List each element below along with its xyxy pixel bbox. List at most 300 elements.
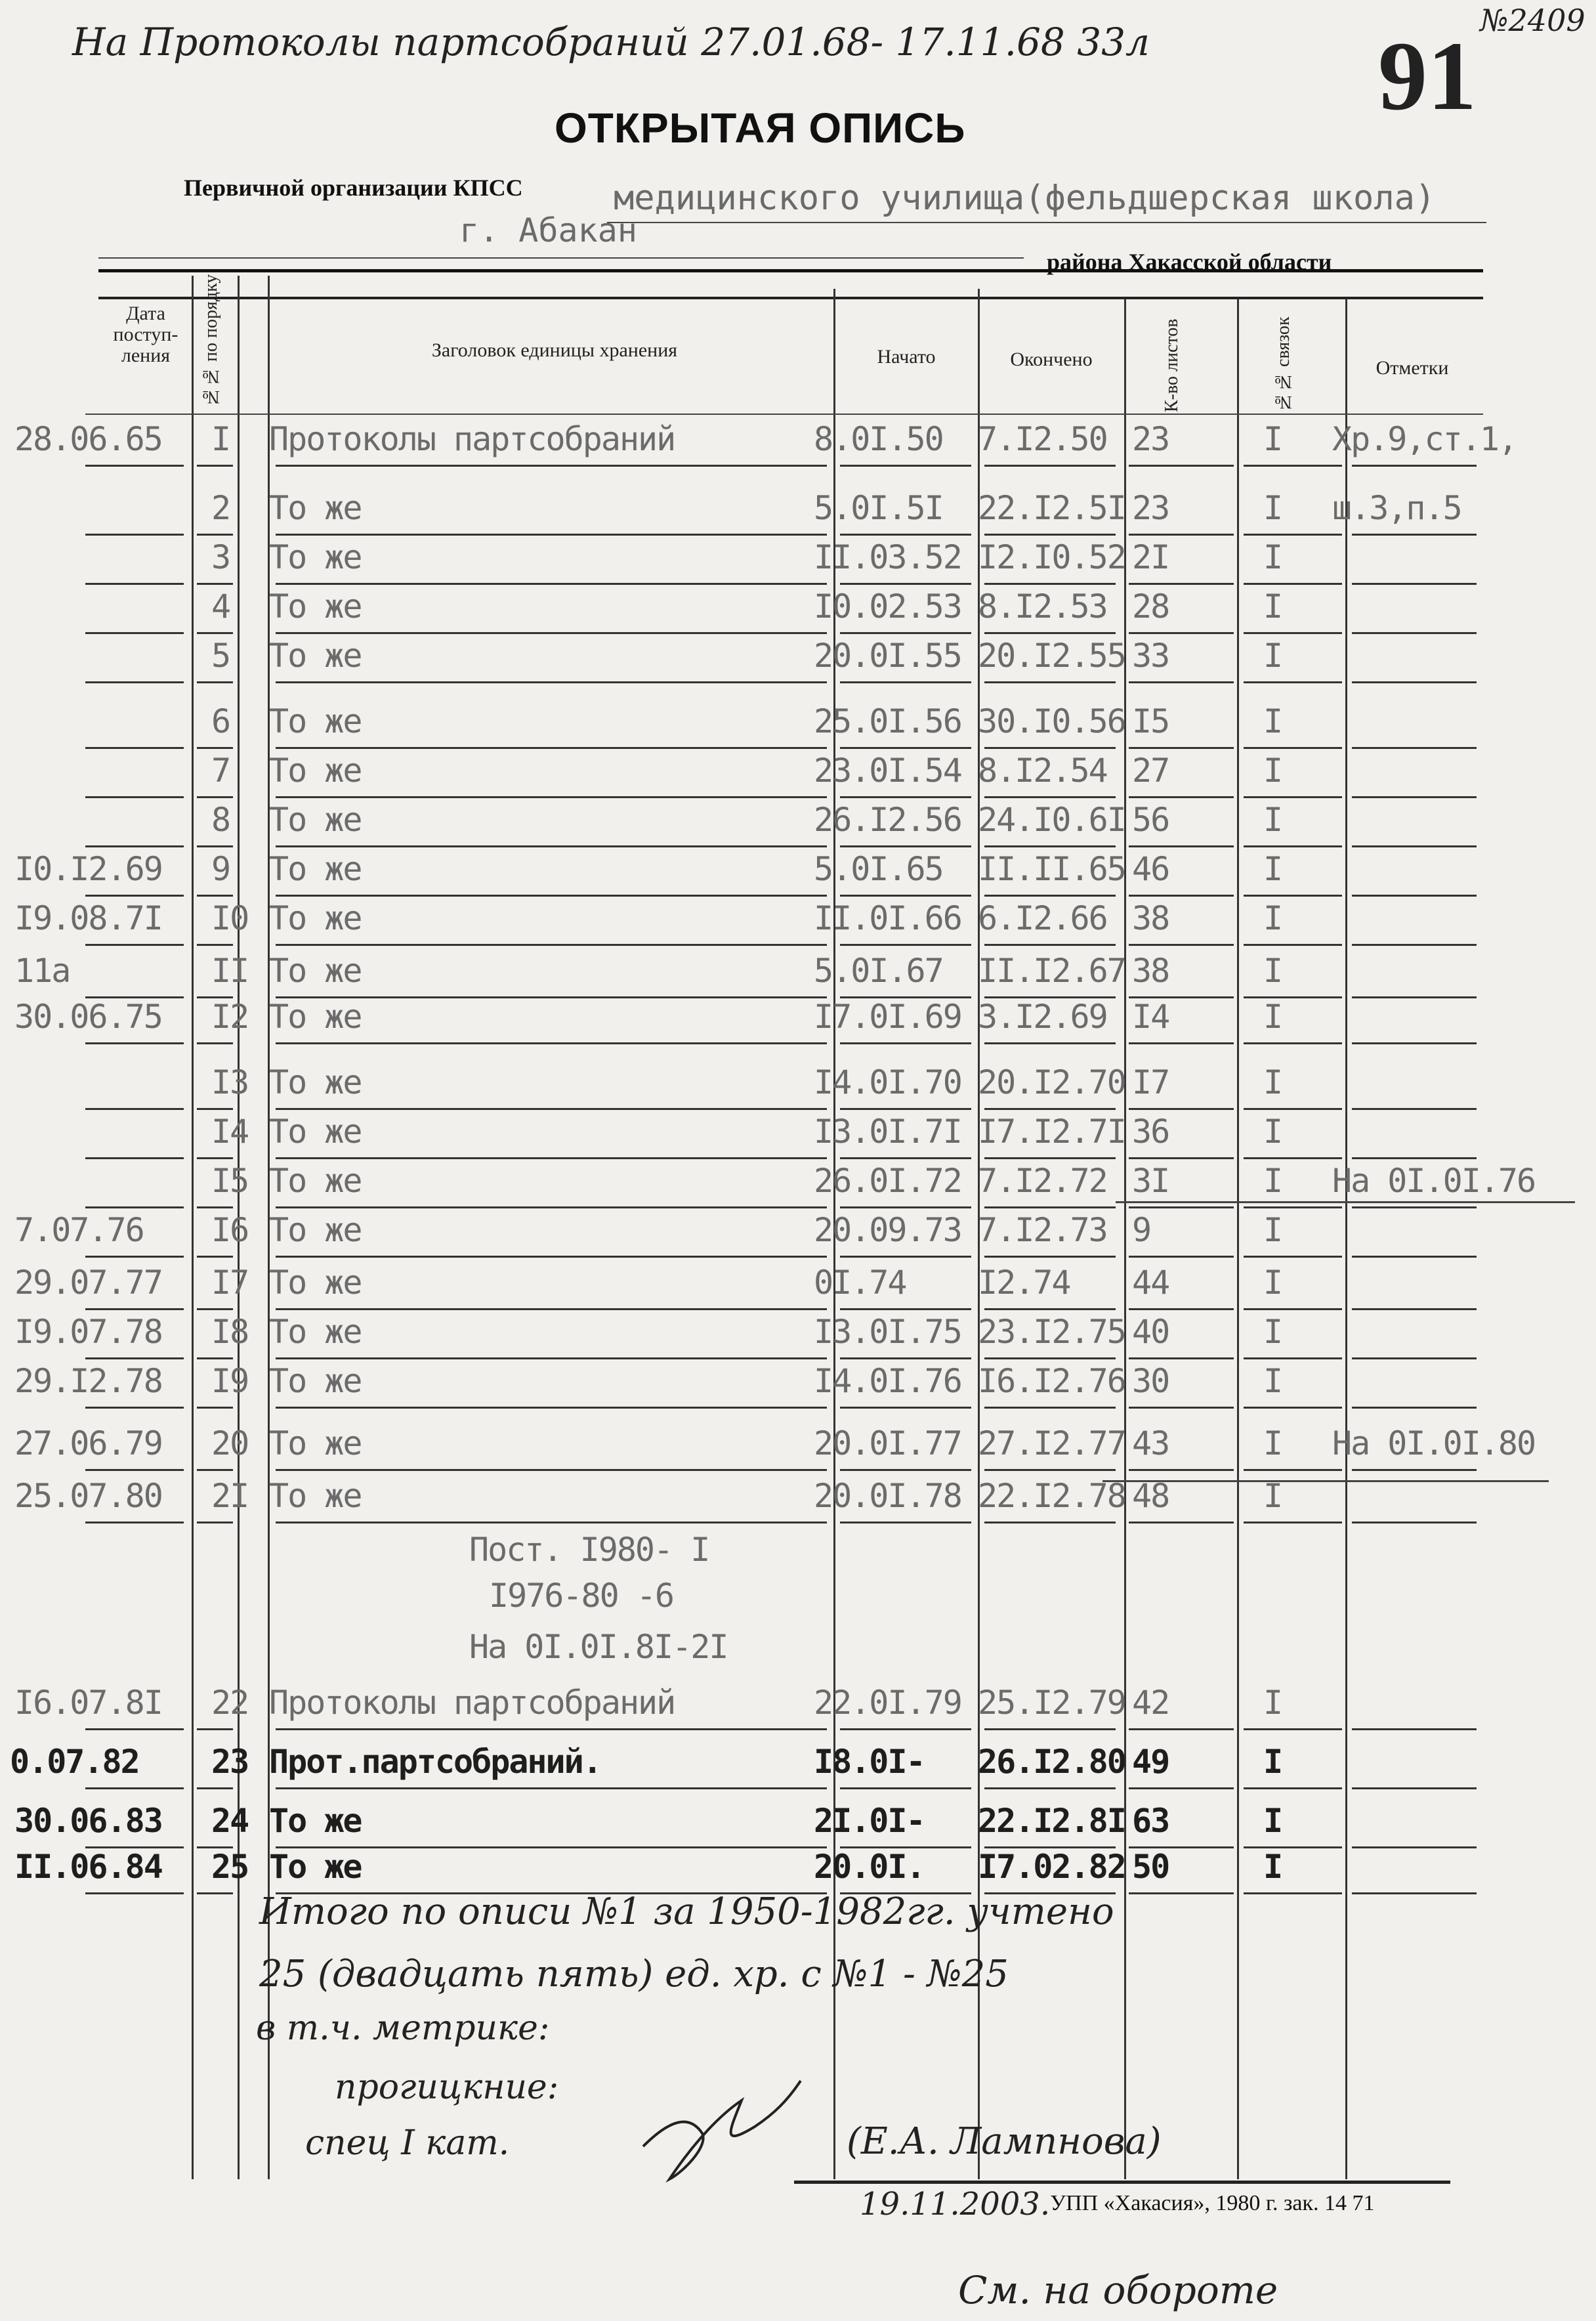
row-underline	[197, 1522, 233, 1523]
region-label: района Хакасской области	[1047, 249, 1332, 275]
row-underline	[1244, 895, 1342, 897]
row-underline	[1129, 1728, 1234, 1730]
row-number: I4	[211, 1113, 249, 1151]
row-bundle: I	[1263, 1848, 1282, 1886]
row-underline	[85, 465, 184, 467]
row-end-date: 7.I2.73	[978, 1211, 1107, 1249]
row-underline	[984, 747, 1116, 749]
row-end-date: 26.I2.80	[978, 1743, 1125, 1781]
row-sheet-count: 44	[1132, 1264, 1169, 1302]
row-date: II.06.84	[14, 1848, 162, 1886]
row-underline	[984, 1157, 1116, 1159]
handwritten-total-3: в т.ч. метрике:	[256, 2009, 550, 2048]
row-underline	[1244, 1728, 1342, 1730]
row-underline	[276, 1728, 827, 1730]
row-end-date: 20.I2.55	[978, 637, 1125, 675]
row-underline	[197, 1108, 233, 1110]
header-bottom-rule	[85, 414, 1483, 415]
row-sheet-count: 48	[1132, 1477, 1169, 1515]
row-underline	[1129, 1357, 1234, 1359]
summary-line: На 0I.0I.8I-2I	[469, 1628, 728, 1666]
row-start-date: 23.0I.54	[814, 752, 961, 790]
row-underline	[85, 845, 184, 847]
table-top-rule-2	[98, 297, 1483, 299]
row-bundle: I	[1263, 489, 1282, 527]
signature-icon	[630, 2074, 827, 2186]
row-heading: Прот.партсобраний.	[269, 1743, 601, 1781]
row-sheet-count: 56	[1132, 801, 1169, 839]
row-underline	[840, 1308, 971, 1310]
row-underline	[1129, 1256, 1234, 1258]
row-start-date: 20.09.73	[814, 1211, 961, 1249]
row-end-date: 27.I2.77	[978, 1424, 1125, 1462]
bottom-rule	[794, 2181, 1450, 2184]
row-start-date: I3.0I.75	[814, 1313, 961, 1351]
row-end-date: 8.I2.54	[978, 752, 1107, 790]
row-underline	[85, 1256, 184, 1258]
row-bundle: I	[1263, 850, 1282, 888]
row-underline	[85, 681, 184, 683]
row-date: I0.I2.69	[14, 850, 162, 888]
row-underline	[1352, 1308, 1477, 1310]
row-underline	[1129, 1407, 1234, 1409]
row-heading: То же	[269, 1211, 362, 1249]
row-bundle: I	[1263, 1802, 1282, 1840]
row-end-date: I7.02.82	[978, 1848, 1125, 1886]
row-date: I6.07.8I	[14, 1684, 162, 1722]
row-number: I	[211, 420, 230, 458]
row-underline	[1129, 1042, 1234, 1044]
row-underline	[197, 1256, 233, 1258]
row-underline	[840, 845, 971, 847]
row-underline	[1352, 465, 1477, 467]
row-underline	[1244, 996, 1342, 998]
row-underline	[1352, 747, 1477, 749]
row-start-date: 20.0I.	[814, 1848, 925, 1886]
row-underline	[197, 1157, 233, 1159]
row-underline	[276, 944, 827, 946]
row-heading: То же	[269, 1063, 362, 1101]
row-number: I0	[211, 899, 249, 937]
row-bundle: I	[1263, 702, 1282, 740]
row-date: 7.07.76	[14, 1211, 144, 1249]
row-underline	[840, 465, 971, 467]
row-heading: То же	[269, 1362, 362, 1400]
row-underline	[1244, 1357, 1342, 1359]
row-start-date: I4.0I.76	[814, 1362, 961, 1400]
row-bundle: I	[1263, 1063, 1282, 1101]
row-heading: То же	[269, 899, 362, 937]
row-heading: То же	[269, 489, 362, 527]
row-bundle: I	[1263, 587, 1282, 626]
row-underline	[276, 895, 827, 897]
row-start-date: II.03.52	[814, 538, 961, 576]
city-underline	[98, 257, 1024, 259]
row-underline	[197, 895, 233, 897]
row-end-date: 7.I2.50	[978, 420, 1107, 458]
row-underline	[276, 1108, 827, 1110]
row-underline	[85, 1728, 184, 1730]
row-underline	[1129, 1522, 1234, 1523]
row-heading: То же	[269, 752, 362, 790]
row-underline	[984, 1407, 1116, 1409]
row-underline	[1244, 944, 1342, 946]
row-underline	[840, 796, 971, 798]
row-underline	[276, 1407, 827, 1409]
row-underline	[984, 1308, 1116, 1310]
row-sheet-count: I4	[1132, 998, 1169, 1036]
row-underline	[840, 747, 971, 749]
row-sheet-count: 63	[1132, 1802, 1169, 1840]
row-start-date: 0I.74	[814, 1264, 906, 1302]
row-underline	[1129, 632, 1234, 634]
row-underline	[840, 1407, 971, 1409]
row-date: 27.06.79	[14, 1424, 162, 1462]
header-bundle: №№ связок	[1273, 316, 1293, 412]
row-heading: То же	[269, 1802, 362, 1840]
row-underline	[276, 632, 827, 634]
row-underline	[276, 465, 827, 467]
row-underline	[1129, 796, 1234, 798]
row-underline	[85, 1108, 184, 1110]
row-heading: То же	[269, 1162, 362, 1200]
row-sheet-count: 2I	[1132, 538, 1169, 576]
row-underline	[1129, 944, 1234, 946]
row-underline	[276, 1042, 827, 1044]
row-underline	[276, 747, 827, 749]
row-end-date: 8.I2.53	[978, 587, 1107, 626]
row-bundle: I	[1263, 1362, 1282, 1400]
row-start-date: 20.0I.78	[814, 1477, 961, 1515]
row-sheet-count: 28	[1132, 587, 1169, 626]
row-underline	[197, 1787, 233, 1789]
row-bundle: I	[1263, 538, 1282, 576]
row-underline	[1244, 632, 1342, 634]
row-underline	[276, 1522, 827, 1523]
row-number: II	[211, 952, 249, 990]
row-date: 30.06.75	[14, 998, 162, 1036]
row-sheet-count: 38	[1132, 952, 1169, 990]
row-underline	[1352, 944, 1477, 946]
row-bundle: I	[1263, 752, 1282, 790]
row-end-date: II.II.65	[978, 850, 1125, 888]
row-underline	[1244, 1407, 1342, 1409]
header-start: Начато	[877, 346, 936, 368]
summary-line: Пост. I980- I	[469, 1531, 709, 1569]
row-number: 5	[211, 637, 230, 675]
row-underline	[840, 1357, 971, 1359]
row-underline	[840, 895, 971, 897]
row-end-date: 30.I0.56	[978, 702, 1125, 740]
row-heading: То же	[269, 1477, 362, 1515]
col-line-1	[192, 276, 194, 2179]
row-heading: То же	[269, 538, 362, 576]
row-underline	[840, 1469, 971, 1471]
row-underline	[1352, 1256, 1477, 1258]
row-underline	[85, 1787, 184, 1789]
row-bundle: I	[1263, 801, 1282, 839]
row-note: ш.3,п.5	[1332, 489, 1461, 527]
row-underline	[1244, 1042, 1342, 1044]
row-underline	[984, 1728, 1116, 1730]
row-underline	[197, 747, 233, 749]
row-underline	[984, 534, 1116, 536]
row-underline	[1352, 796, 1477, 798]
row-underline	[197, 681, 233, 683]
row-number: 2I	[211, 1477, 249, 1515]
row-underline	[276, 1308, 827, 1310]
page-number-stamp: 91	[1378, 22, 1477, 131]
table-top-rule	[98, 269, 1483, 272]
row-end-date: 25.I2.79	[978, 1684, 1125, 1722]
row-underline	[1352, 1469, 1477, 1471]
row-date: 0.07.82	[10, 1743, 139, 1781]
row-bundle: I	[1263, 1313, 1282, 1351]
row-end-date: I6.I2.76	[978, 1362, 1125, 1400]
row-underline	[984, 1469, 1116, 1471]
top-handwritten-note: На Протоколы партсобраний 27.01.68- 17.11.68 33л	[72, 20, 1150, 64]
row-underline	[840, 632, 971, 634]
row-date: I9.07.78	[14, 1313, 162, 1351]
row-end-date: I2.I0.52	[978, 538, 1125, 576]
row-number: I6	[211, 1211, 249, 1249]
row-underline	[1129, 845, 1234, 847]
row-underline	[85, 632, 184, 634]
row-underline	[840, 944, 971, 946]
row-underline	[1244, 1892, 1342, 1894]
row-underline	[1244, 1787, 1342, 1789]
row-heading: То же	[269, 587, 362, 626]
row-underline	[1244, 1206, 1342, 1208]
row-underline	[1129, 1469, 1234, 1471]
row-underline	[1352, 1892, 1477, 1894]
signer-name: (Е.А. Лампнова)	[847, 2120, 1162, 2163]
row-date: 29.I2.78	[14, 1362, 162, 1400]
row-date: I9.08.7I	[14, 899, 162, 937]
row-underline	[840, 1522, 971, 1523]
row-bundle: I	[1263, 1264, 1282, 1302]
row-underline	[1352, 1787, 1477, 1789]
overleaf-note: См. на обороте	[958, 2268, 1278, 2312]
row-heading: То же	[269, 1313, 362, 1351]
row-underline	[1352, 1157, 1477, 1159]
col-line-7	[1237, 299, 1239, 2179]
row-end-date: I7.I2.7I	[978, 1113, 1125, 1151]
row-bundle: I	[1263, 899, 1282, 937]
row-heading: Протоколы партсобраний	[269, 420, 675, 458]
row-bundle: I	[1263, 1113, 1282, 1151]
row-underline	[1244, 681, 1342, 683]
row-date: 29.07.77	[14, 1264, 162, 1302]
handwritten-total-1: Итого по описи №1 за 1950-1982гг. учтено	[259, 1890, 1114, 1933]
row-underline	[85, 796, 184, 798]
header-num: №№ по порядку	[201, 274, 221, 407]
row-end-date: 6.I2.66	[978, 899, 1107, 937]
row-number: 3	[211, 538, 230, 576]
row-underline	[276, 1157, 827, 1159]
row-note: На 0I.0I.76	[1332, 1162, 1536, 1200]
header-heading: Заголовок единицы хранения	[431, 339, 678, 361]
row-start-date: 20.0I.55	[814, 637, 961, 675]
row-number: 22	[211, 1684, 249, 1722]
row-heading: То же	[269, 1113, 362, 1151]
row-underline	[1244, 1469, 1342, 1471]
row-underline	[276, 1357, 827, 1359]
row-bundle: I	[1263, 998, 1282, 1036]
row-heading: Протоколы партсобраний	[269, 1684, 675, 1722]
row-underline	[984, 1787, 1116, 1789]
row-heading: То же	[269, 952, 362, 990]
row-underline	[1129, 583, 1234, 585]
row-end-date: I2.74	[978, 1264, 1070, 1302]
row-underline	[1129, 1787, 1234, 1789]
row-underline	[1244, 747, 1342, 749]
row-number: 23	[211, 1743, 249, 1781]
row-underline	[1129, 681, 1234, 683]
row-start-date: I8.0I-	[814, 1743, 925, 1781]
row-sheet-count: I5	[1132, 702, 1169, 740]
row-underline	[1352, 996, 1477, 998]
row-underline	[984, 465, 1116, 467]
row-underline	[1129, 1308, 1234, 1310]
row-end-date: 22.I2.5I	[978, 489, 1125, 527]
row-underline	[197, 1728, 233, 1730]
row-underline	[840, 681, 971, 683]
row-note: На 0I.0I.80	[1332, 1424, 1536, 1462]
row-underline	[1129, 1206, 1234, 1208]
row-heading: То же	[269, 702, 362, 740]
row-bundle: I	[1263, 420, 1282, 458]
row-underline	[197, 845, 233, 847]
row-underline	[840, 1787, 971, 1789]
row-underline	[1129, 465, 1234, 467]
row-underline	[276, 796, 827, 798]
row-start-date: I0.02.53	[814, 587, 961, 626]
header-end: Окончено	[1010, 349, 1093, 370]
row-underline	[1244, 1157, 1342, 1159]
row-underline	[276, 1469, 827, 1471]
row-bundle: I	[1263, 637, 1282, 675]
row-bundle: I	[1263, 1477, 1282, 1515]
row-start-date: 5.0I.65	[814, 850, 943, 888]
row-underline	[276, 583, 827, 585]
row-sheet-count: 27	[1132, 752, 1169, 790]
row-underline	[984, 1522, 1116, 1523]
row-underline	[197, 796, 233, 798]
row-end-date: 22.I2.8I	[978, 1802, 1125, 1840]
row-underline	[1352, 1846, 1477, 1848]
row-underline	[276, 845, 827, 847]
printer-imprint: УПП «Хакасия», 1980 г. зак. 14 71	[1050, 2191, 1375, 2215]
row-underline	[1352, 1407, 1477, 1409]
row-sheet-count: I7	[1132, 1063, 1169, 1101]
row-number: I9	[211, 1362, 249, 1400]
row-heading: То же	[269, 1424, 362, 1462]
row-heading: То же	[269, 1264, 362, 1302]
year-cut-line	[1116, 1201, 1575, 1203]
corner-number: №2409	[1480, 3, 1586, 38]
row-sheet-count: 30	[1132, 1362, 1169, 1400]
row-underline	[85, 1157, 184, 1159]
row-underline	[1244, 1108, 1342, 1110]
row-end-date: 7.I2.72	[978, 1162, 1107, 1200]
row-underline	[840, 1206, 971, 1208]
row-end-date: 3.I2.69	[978, 998, 1107, 1036]
row-number: 20	[211, 1424, 249, 1462]
row-heading: То же	[269, 998, 362, 1036]
row-underline	[276, 1787, 827, 1789]
row-date: 28.06.65	[14, 420, 162, 458]
row-underline	[984, 845, 1116, 847]
row-underline	[197, 1407, 233, 1409]
row-sheet-count: 38	[1132, 899, 1169, 937]
row-number: I3	[211, 1063, 249, 1101]
row-start-date: 20.0I.77	[814, 1424, 961, 1462]
row-number: I5	[211, 1162, 249, 1200]
row-end-date: 20.I2.70	[978, 1063, 1125, 1101]
row-end-date: 22.I2.78	[978, 1477, 1125, 1515]
row-underline	[197, 632, 233, 634]
col-line-8	[1345, 299, 1347, 2179]
city-name: г. Абакан	[459, 211, 637, 249]
row-underline	[1352, 845, 1477, 847]
row-sheet-count: 49	[1132, 1743, 1169, 1781]
row-start-date: I7.0I.69	[814, 998, 961, 1036]
row-underline	[85, 583, 184, 585]
row-sheet-count: 33	[1132, 637, 1169, 675]
row-sheet-count: 3I	[1132, 1162, 1169, 1200]
row-underline	[984, 1108, 1116, 1110]
row-sheet-count: 40	[1132, 1313, 1169, 1351]
row-underline	[197, 465, 233, 467]
row-heading: То же	[269, 801, 362, 839]
row-start-date: 26.0I.72	[814, 1162, 961, 1200]
organization-label: Первичной организации КПСС	[184, 175, 523, 201]
year-cut-line	[1102, 1480, 1549, 1482]
row-underline	[85, 534, 184, 536]
row-end-date: 23.I2.75	[978, 1313, 1125, 1351]
row-underline	[85, 1206, 184, 1208]
header-notes: Отметки	[1376, 357, 1449, 379]
row-underline	[85, 1522, 184, 1523]
row-underline	[1244, 534, 1342, 536]
row-note: Хр.9,ст.1,	[1332, 420, 1517, 458]
row-underline	[1352, 534, 1477, 536]
row-underline	[276, 1206, 827, 1208]
row-start-date: 5.0I.67	[814, 952, 943, 990]
row-underline	[85, 1407, 184, 1409]
row-start-date: I3.0I.7I	[814, 1113, 961, 1151]
row-bundle: I	[1263, 952, 1282, 990]
row-underline	[85, 1308, 184, 1310]
row-underline	[984, 895, 1116, 897]
row-underline	[984, 1357, 1116, 1359]
row-underline	[276, 681, 827, 683]
row-underline	[1352, 1042, 1477, 1044]
row-number: 4	[211, 587, 230, 626]
row-underline	[276, 534, 827, 536]
row-end-date: II.I2.67	[978, 952, 1125, 990]
row-underline	[1352, 1357, 1477, 1359]
row-sheet-count: 9	[1132, 1211, 1151, 1249]
row-heading: То же	[269, 850, 362, 888]
row-underline	[1244, 845, 1342, 847]
summary-line: I976-80 -6	[489, 1577, 674, 1615]
document-title: ОТКРЫТАЯ ОПИСЬ	[555, 104, 966, 152]
row-number: I8	[211, 1313, 249, 1351]
row-underline	[85, 944, 184, 946]
row-underline	[1352, 1522, 1477, 1523]
